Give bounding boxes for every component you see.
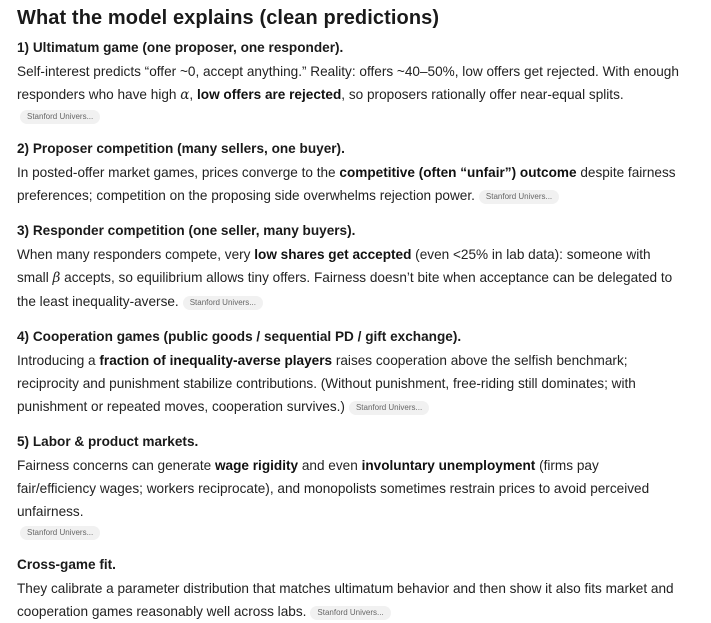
body-text: In posted-offer market games, prices converge to the xyxy=(17,165,340,180)
section-body xyxy=(17,243,680,313)
body-text: (firms pay fair/efficiency wages; workers reciprocate), and monopolists sometimes restrain prices to avoid perceived unfairness. xyxy=(17,458,650,519)
section-proposer-competition xyxy=(17,140,680,207)
section-body xyxy=(17,60,680,107)
body-text: , xyxy=(189,87,197,102)
body-text: , so proposers rationally offer near-equal splits. xyxy=(341,87,624,102)
beta-symbol: β xyxy=(52,270,61,286)
citation-chip[interactable]: Stanford Univers... xyxy=(310,606,390,620)
body-text: Self-interest predicts “offer ~0, accept anything.” Reality: offers ~40–50%, low offers get rejected. With enough responders who have high xyxy=(17,64,679,102)
citation-chip[interactable]: Stanford Univers... xyxy=(479,190,559,204)
section-body xyxy=(17,349,680,418)
citation-chip[interactable]: Stanford Univers... xyxy=(349,401,429,415)
citation-chip[interactable]: Stanford Univers... xyxy=(20,526,100,540)
section-heading: 1) Ultimatum game (one proposer, one responder). xyxy=(17,40,344,55)
body-text: despite fairness preferences; competition on the proposing side overwhelms rejection power. xyxy=(17,165,676,203)
section-body xyxy=(17,577,680,623)
section-heading: Cross-game fit. xyxy=(17,557,116,572)
section-responder-competition xyxy=(17,222,680,313)
emphasis-text: fraction of inequality-averse players xyxy=(99,353,333,368)
citation-chip[interactable]: Stanford Univers... xyxy=(20,110,100,124)
section-labor-product-markets xyxy=(17,433,680,541)
emphasis-text: involuntary unemployment xyxy=(361,458,536,473)
body-text: (even <25% in lab data): someone with small xyxy=(17,247,651,285)
section-heading: 3) Responder competition (one seller, many buyers). xyxy=(17,223,356,238)
section-ultimatum-game xyxy=(17,39,680,125)
section-body xyxy=(17,161,680,207)
citation-chip[interactable]: Stanford Univers... xyxy=(183,296,263,310)
section-heading: 2) Proposer competition (many sellers, one buyer). xyxy=(17,141,345,156)
section-heading: 5) Labor & product markets. xyxy=(17,434,199,449)
section-heading: 4) Cooperation games (public goods / sequential PD / gift exchange). xyxy=(17,329,462,344)
body-text: accepts, so equilibrium allows tiny offers. Fairness doesn’t bite when acceptance can be delegated to the least inequality-averse. xyxy=(17,270,673,309)
section-cross-game-fit xyxy=(17,556,680,623)
body-text: Introducing a xyxy=(17,353,100,368)
emphasis-text: low shares get accepted xyxy=(254,247,412,262)
body-text: Fairness concerns can generate xyxy=(17,458,215,473)
body-text: and even xyxy=(298,458,362,473)
section-body xyxy=(17,454,680,523)
page-title: What the model explains (clean predictions) xyxy=(17,7,440,29)
emphasis-text: low offers are rejected xyxy=(196,87,342,102)
emphasis-text: wage rigidity xyxy=(214,458,299,473)
section-cooperation-games xyxy=(17,328,680,418)
body-text: They calibrate a parameter distribution that matches ultimatum behavior and then show it also fits market and cooperation games reasonably well across labs. xyxy=(17,581,674,619)
body-text: raises cooperation above the selfish benchmark; reciprocity and punishment stabilize contributions. (Without punishment, free-riding still dominates; with punishment or repeated moves, cooperation survives.) xyxy=(17,353,636,414)
emphasis-text: competitive (often “unfair”) outcome xyxy=(339,165,577,180)
alpha-symbol: α xyxy=(180,87,190,103)
body-text: When many responders compete, very xyxy=(17,247,255,262)
